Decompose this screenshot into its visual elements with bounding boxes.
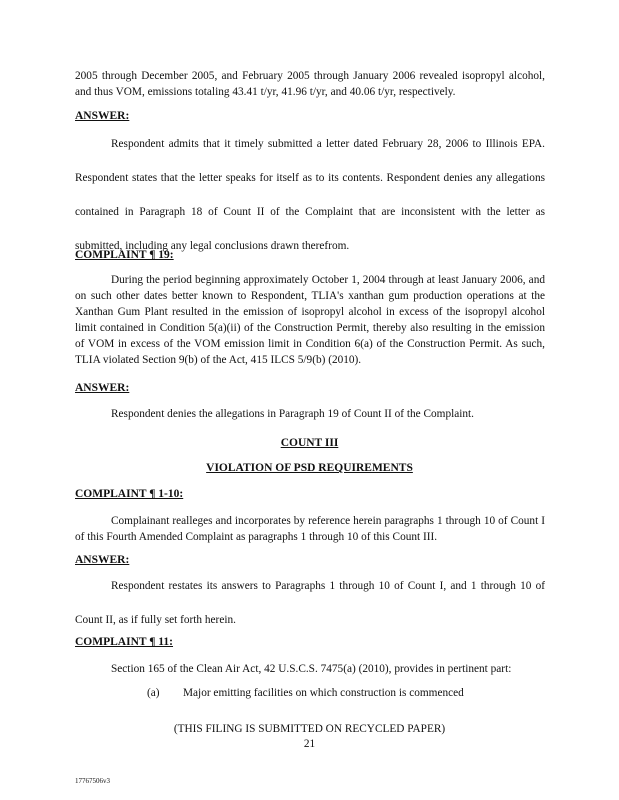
answer-1-10-text: Respondent restates its answers to Paragraphs 1 through 10 of Count I, and 1 through 10 of Count II, as if fully set forth herein.	[75, 580, 545, 626]
answer-18-text: Respondent admits that it timely submitted a letter dated February 28, 2006 to Illinois EPA. Respondent states that the letter speaks for itself as to its contents. Respondent denies any allegations contained in Paragraph 18 of Count II of the Complaint that are inconsistent with the letter as submitted, including any legal conclusions drawn therefrom.	[75, 138, 545, 252]
violation-heading: VIOLATION OF PSD REQUIREMENTS	[206, 462, 413, 474]
complaint-1-10-text: Complainant realleges and incorporates by reference herein paragraphs 1 through 10 of Count I of this Fourth Amended Complaint as paragraphs 1 through 10 of this Count III.	[75, 515, 545, 543]
complaint-19-text: During the period beginning approximately October 1, 2004 through at least January 2006, and on such other dates better known to Respondent, TLIA's xanthan gum production operations at the Xanthan Gum Plant resulted in the emission of isopropyl alcohol in excess of the isopropyl alcohol limit contained in Condition 5(a)(ii) of the Construction Permit, thereby also resulting in the emission of VOM in excess of the VOM emission limit in Condition 6(a) of the Construction Permit. As such, TLIA violated Section 9(b) of the Act, 415 ILCS 5/9(b) (2010).	[75, 274, 545, 366]
answer-19-text: Respondent denies the allegations in Paragraph 19 of Count II of the Complaint.	[111, 408, 474, 420]
answer-heading: ANSWER:	[75, 554, 130, 566]
complaint-11-heading: COMPLAINT ¶ 11:	[75, 636, 174, 648]
sub-item-label: (a)	[147, 687, 160, 699]
intro-paragraph: 2005 through December 2005, and February 2005 through January 2006 revealed isopropyl alcohol, and thus VOM, emissions totaling 43.41 t/yr, 41.96 t/yr, and 40.06 t/yr, respectively.	[75, 70, 545, 98]
complaint-19-heading: COMPLAINT ¶ 19:	[75, 249, 174, 261]
complaint-1-10-heading: COMPLAINT ¶ 1-10:	[75, 488, 184, 500]
answer-heading: ANSWER:	[75, 110, 130, 122]
answer-heading: ANSWER:	[75, 382, 130, 394]
count-heading: COUNT III	[280, 437, 339, 449]
complaint-11-text: Section 165 of the Clean Air Act, 42 U.S.C.S. 7475(a) (2010), provides in pertinent part:	[111, 663, 512, 675]
sub-item-text: Major emitting facilities on which construction is commenced	[183, 687, 464, 699]
document-id: 17767506v3	[75, 777, 110, 785]
recycled-paper-notice: (THIS FILING IS SUBMITTED ON RECYCLED PAPER)	[173, 723, 446, 735]
page-number: 21	[303, 738, 316, 750]
